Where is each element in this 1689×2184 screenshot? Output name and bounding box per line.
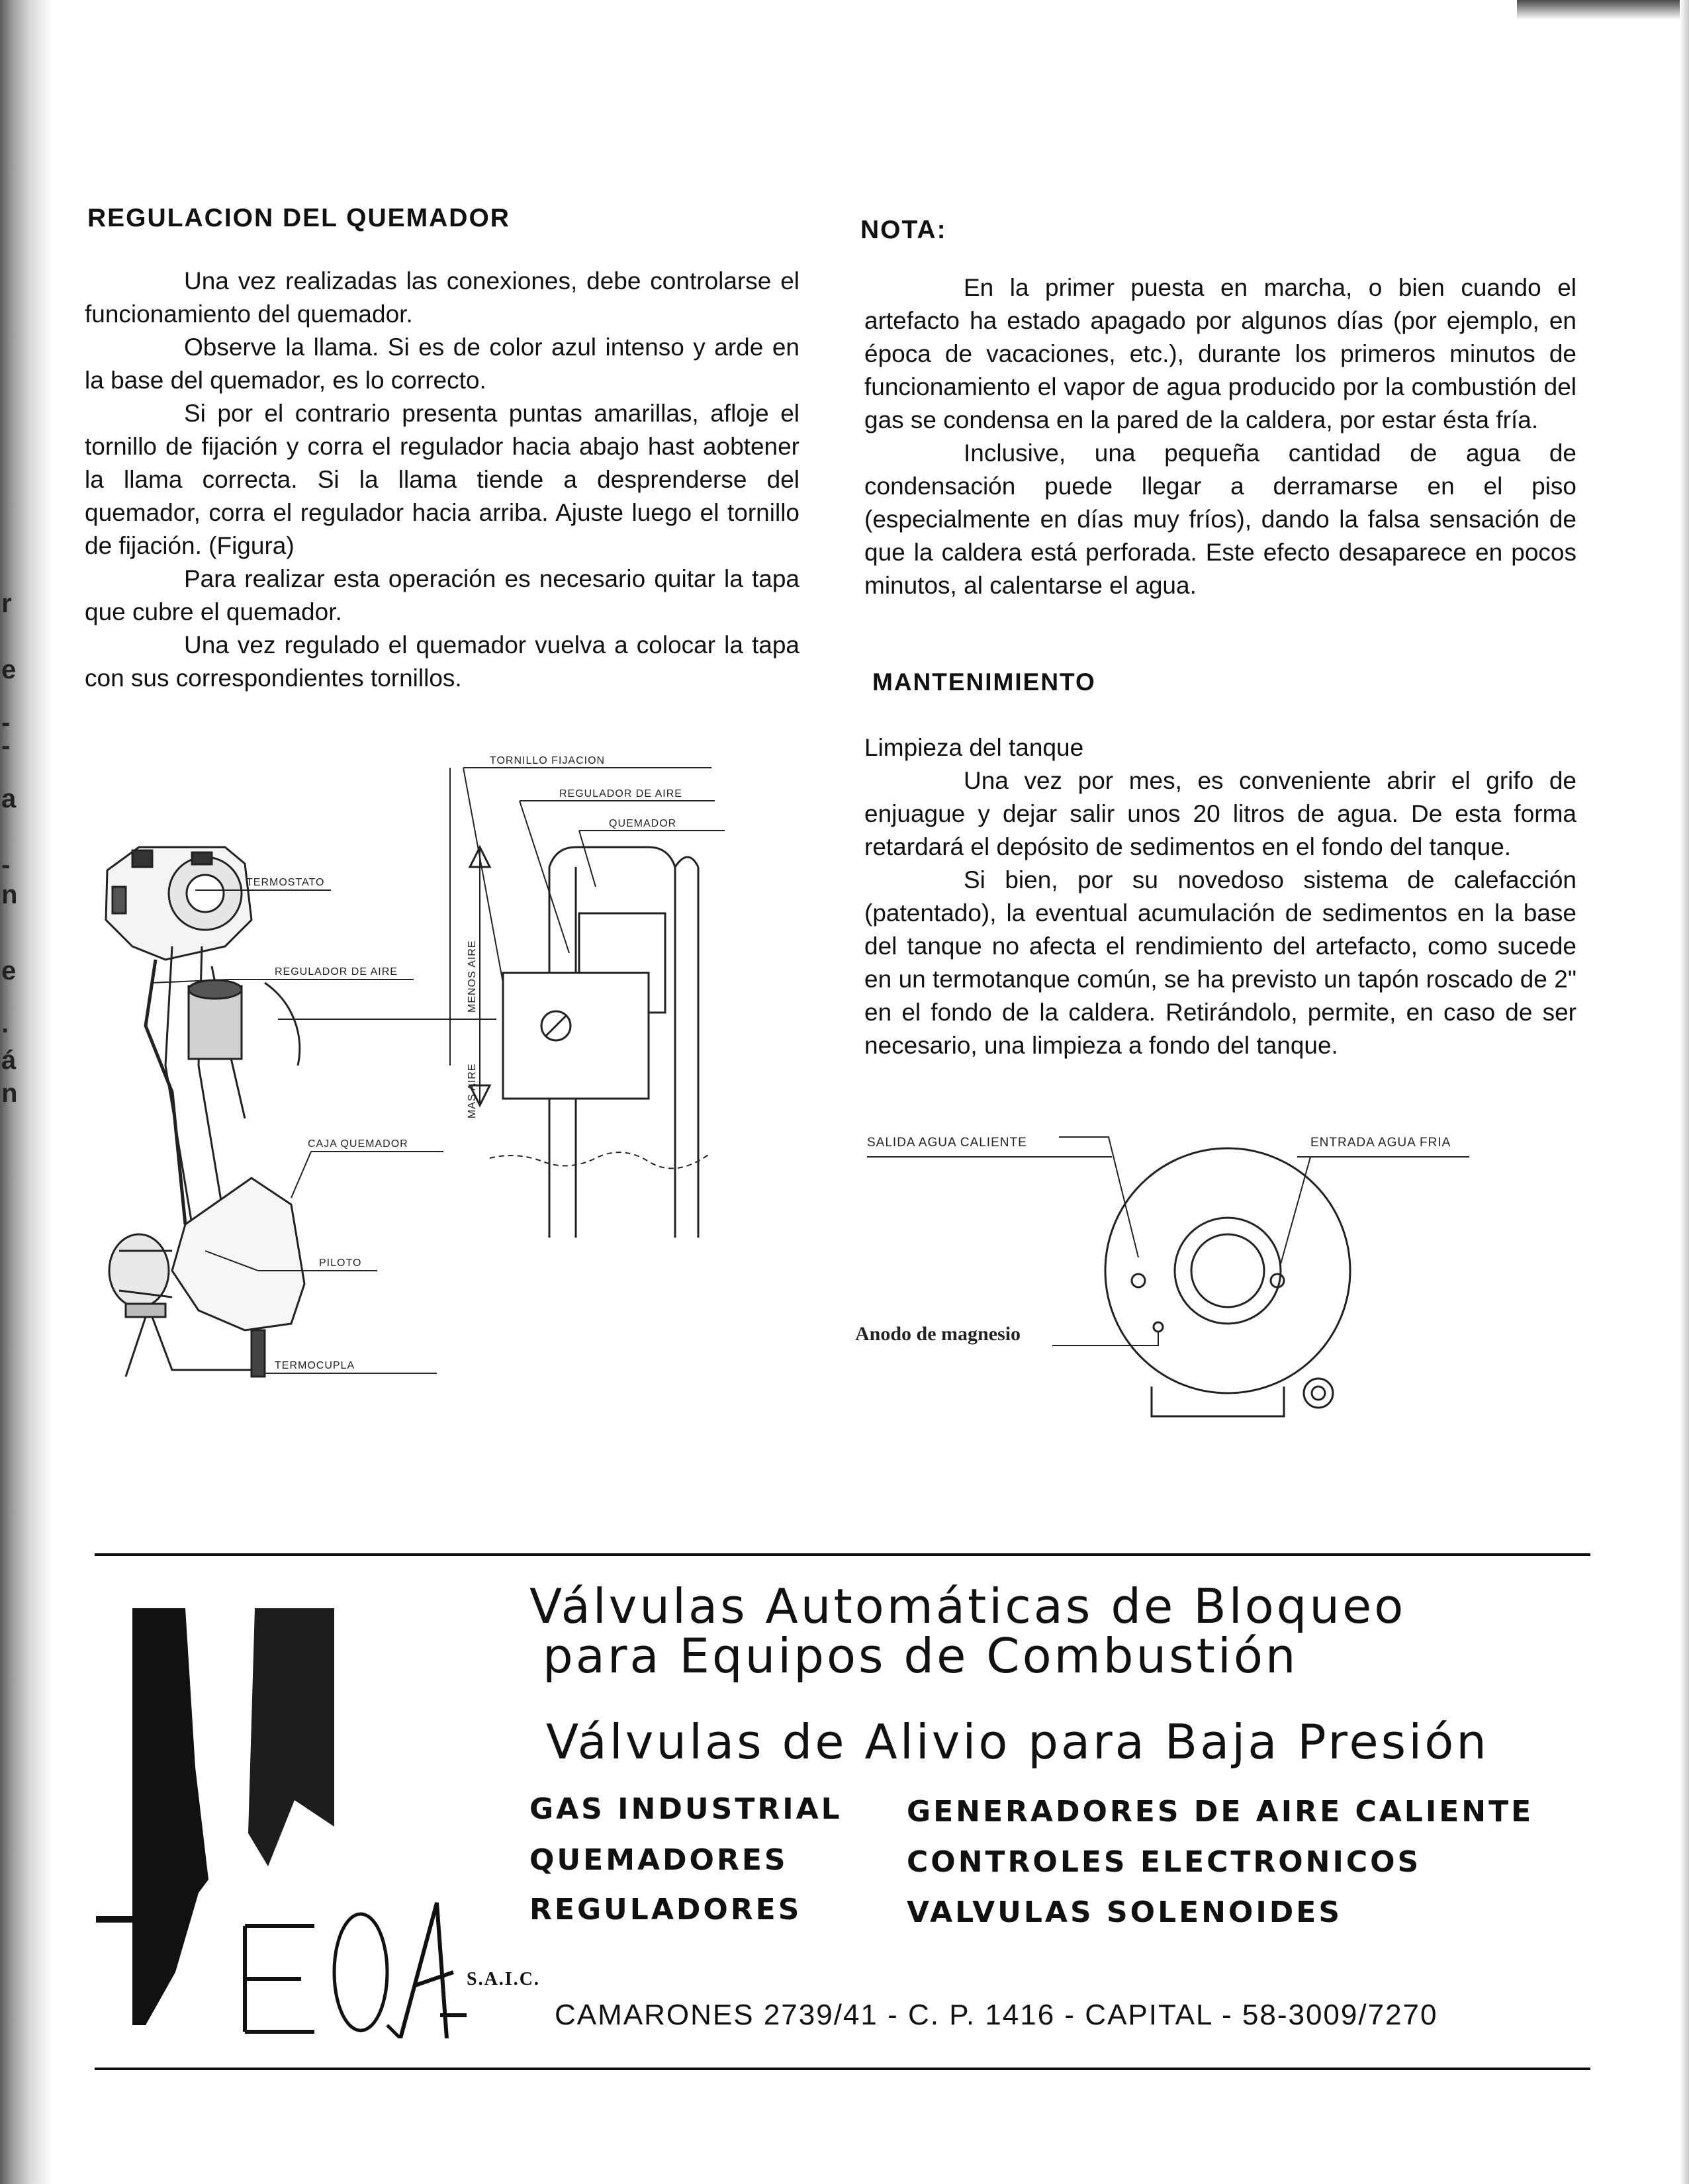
paragraph: Inclusive, una pequeña cantidad de agua de condensación puede llegar a derramarse en el piso (especialmente en días muy fríos), dando la falsa sensación de que la caldera está perforada. Este efecto desaparece en pocos minutos, al calentarse el agua. — [864, 439, 1576, 599]
margin-letter: n — [1, 880, 18, 909]
product-gas-industrial: GAS INDUSTRIAL — [529, 1792, 843, 1826]
margin-letter: á — [1, 1046, 17, 1075]
product-valvulas-solenoides: VALVULAS SOLENOIDES — [907, 1895, 1343, 1929]
paragraph: Una vez regulado el quemador vuelva a colocar la tapa con sus correspondientes tornillos. — [85, 631, 799, 692]
label-regulador-aire: REGULADOR DE AIRE — [275, 966, 398, 978]
margin-letter: a — [1, 784, 17, 813]
eqa-logo — [96, 1602, 467, 2038]
margin-letter: - — [1, 731, 11, 760]
section-heading-mantenimiento: MANTENIMIENTO — [872, 668, 1096, 696]
burner-regulation-figure — [93, 748, 794, 1396]
margin-letter: - — [1, 850, 11, 880]
margin-letter: - — [1, 708, 11, 737]
regulacion-text — [85, 265, 799, 695]
label-mas-aire: MAS AIRE — [467, 1063, 478, 1118]
paragraph: Una vez realizadas las conexiones, debe controlarse el funcionamiento del quemador. — [85, 267, 799, 328]
label-anodo-magnesio: Anodo de magnesio — [855, 1323, 1021, 1345]
ad-line-1: Válvulas Automáticas de Bloqueo — [529, 1578, 1406, 1634]
label-piloto: PILOTO — [319, 1257, 362, 1269]
label-regulador-aire-2: REGULADOR DE AIRE — [559, 788, 682, 799]
page-edge-right — [1680, 0, 1689, 2184]
margin-letter: e — [1, 956, 17, 985]
section-heading-nota: NOTA: — [860, 216, 947, 244]
paragraph: Una vez por mes, es conveniente abrir el grifo de enjuague y dejar salir unos 20 litros de agua. De esta forma retardará el depósito de sedimentos en el fondo del tanque. — [864, 767, 1576, 860]
subheading: Limpieza del tanque — [864, 734, 1084, 761]
mantenimiento-text — [864, 731, 1576, 1062]
label-salida-agua: SALIDA AGUA CALIENTE — [867, 1136, 1027, 1150]
label-tornillo-fijacion: TORNILLO FIJACION — [490, 755, 606, 766]
product-reguladores: REGULADORES — [529, 1893, 802, 1927]
product-generadores: GENERADORES DE AIRE CALIENTE — [907, 1795, 1534, 1829]
label-menos-aire: MENOS AIRE — [467, 940, 478, 1013]
paragraph: Si bien, por su novedoso sistema de calefacción (patentado), la eventual acumulación de sedimentos en la base del tanque no afecta el rendimiento del artefacto, como sucede en un termotanque común, se ha previsto un tapón roscado de 2" en el fondo de la caldera. Retirándolo, permite, en caso de ser necesario, una limpieza a fondo del tanque. — [864, 866, 1576, 1059]
product-controles: CONTROLES ELECTRONICOS — [907, 1845, 1422, 1879]
paragraph: Si por el contrario presenta puntas amarillas, afloje el tornillo de fijación y corra el regulador hacia abajo hast aobtener la llama correcta. Si la llama tiende a desprenderse del quemador, corra el regulador hacia arriba. Ajuste luego el tornillo de fijación. (Figura) — [85, 400, 799, 559]
label-quemador: QUEMADOR — [609, 818, 677, 829]
paragraph: Para realizar esta operación es necesario quitar la tapa que cubre el quemador. — [85, 565, 799, 625]
paragraph: Observe la llama. Si es de color azul intenso y arde en la base del quemador, es lo correcto. — [85, 334, 799, 394]
label-entrada-agua: ENTRADA AGUA FRIA — [1310, 1136, 1451, 1150]
label-termocupla: TERMOCUPLA — [275, 1360, 355, 1371]
company-address: CAMARONES 2739/41 - C. P. 1416 - CAPITAL - 58-3009/7270 — [555, 1999, 1438, 2031]
margin-letter: r — [1, 589, 12, 618]
section-heading-regulacion: REGULACION DEL QUEMADOR — [87, 204, 510, 232]
margin-letter: . — [1, 1009, 9, 1038]
tank-cleaning-figure — [847, 1125, 1483, 1430]
ad-line-2: para Equipos de Combustión — [543, 1628, 1299, 1684]
ad-line-3: Válvulas de Alivio para Baja Presión — [546, 1714, 1489, 1770]
margin-letter: e — [1, 655, 17, 684]
page-corner-shadow — [1517, 0, 1689, 20]
label-caja-quemador: CAJA QUEMADOR — [308, 1138, 408, 1150]
nota-text — [864, 271, 1576, 602]
paragraph: En la primer puesta en marcha, o bien cuando el artefacto ha estado apagado por algunos días (por ejemplo, en época de vacaciones, etc.), durante los primeros minutos de funcionamiento el vapor de agua producido por la combustión del gas se condensa en la pared de la caldera, por estar ésta fría. — [864, 274, 1576, 433]
label-termostato: TERMOSTATO — [246, 877, 325, 888]
margin-letter: n — [1, 1079, 18, 1108]
product-quemadores: QUEMADORES — [529, 1843, 788, 1877]
company-suffix: S.A.I.C. — [467, 1969, 540, 1989]
